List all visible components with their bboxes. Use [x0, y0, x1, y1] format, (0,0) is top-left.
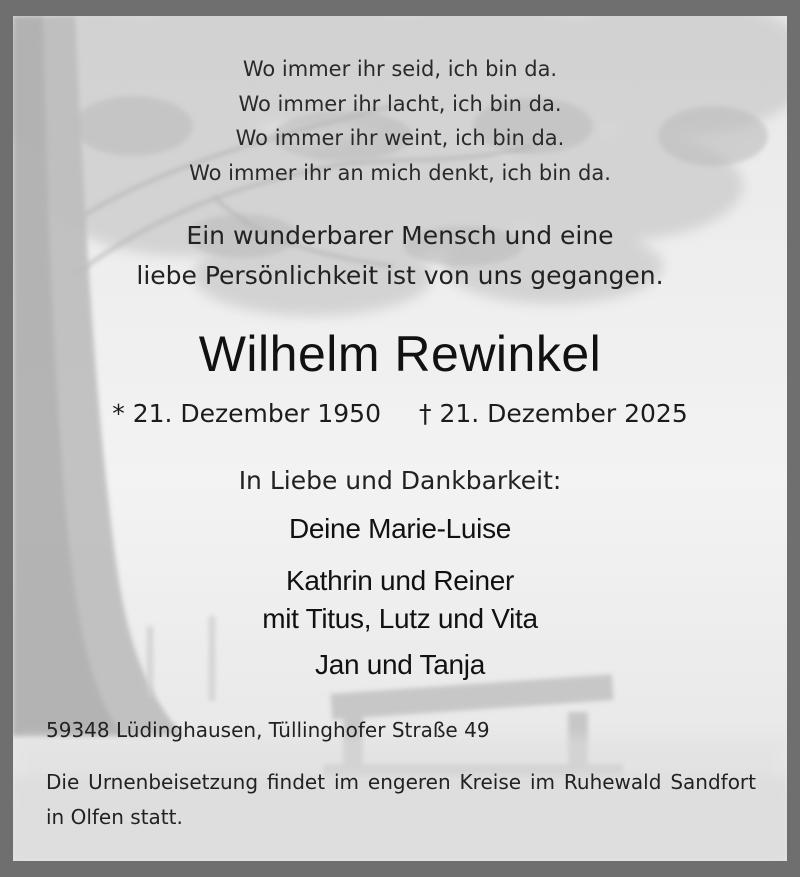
birth-date: * 21. Dezember 1950 — [112, 399, 381, 428]
family-group — [13, 647, 787, 683]
poem — [13, 52, 787, 190]
poem-line: Wo immer ihr weint, ich bin da. — [235, 126, 565, 150]
poem-line: Wo immer ihr lacht, ich bin da. — [238, 91, 562, 116]
obituary-content — [13, 16, 787, 861]
thanks-heading: In Liebe und Dankbarkeit: — [238, 466, 562, 495]
intro-text — [13, 216, 787, 296]
death-date: † 21. Dezember 2025 — [419, 399, 688, 428]
family-line: Kathrin und Reiner — [285, 565, 515, 596]
intro-line: Ein wunderbarer Mensch und eine — [186, 221, 614, 250]
family-group — [13, 562, 787, 638]
life-dates — [13, 396, 787, 432]
family-group — [13, 511, 787, 547]
poem-line: Wo immer ihr seid, ich bin da. — [242, 57, 558, 81]
obituary-card — [13, 16, 787, 861]
family-line: Jan und Tanja — [315, 649, 485, 680]
address: 59348 Lüdinghausen, Tüllinghofer Straße 49 — [46, 718, 490, 742]
family-line: Deine Marie-Luise — [288, 513, 512, 544]
family-line: mit Titus, Lutz und Vita — [262, 603, 538, 634]
poem-line: Wo immer ihr an mich denkt, ich bin da. — [189, 160, 611, 185]
intro-line: liebe Persönlichkeit ist von uns gegangen. — [136, 261, 664, 290]
burial-note: Die Urnenbeisetzung findet im engeren Kreise im Ruhewald Sandfort in Olfen statt. — [46, 770, 756, 829]
deceased-name: Wilhelm Rewinkel — [198, 326, 602, 382]
